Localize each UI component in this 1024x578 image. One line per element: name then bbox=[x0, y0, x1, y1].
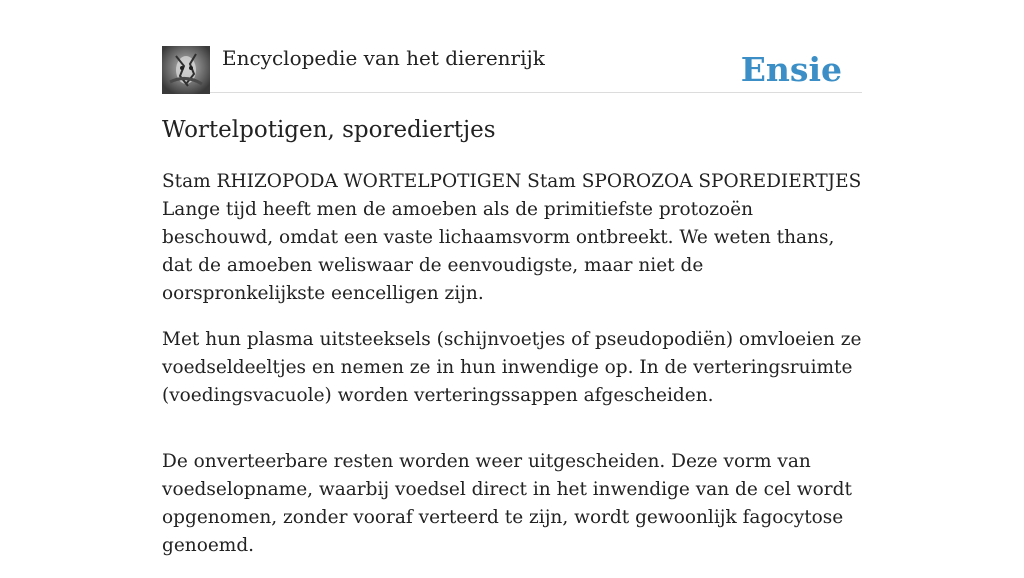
article-title: Wortelpotigen, sporediertjes bbox=[162, 117, 496, 143]
animal-photo-avatar-icon[interactable] bbox=[162, 46, 210, 94]
brand-logo[interactable]: Ensie bbox=[740, 50, 842, 89]
paragraph: Met hun plasma uitsteeksels (schijnvoetjes of pseudopodiën) omvloeien ze voedseldeeltjes en nemen ze in hun inwendige op. In de verteringsruimte (voedingsvacuole) worden verteringssappen afgescheiden. bbox=[162, 329, 862, 406]
paragraph: Stam RHIZOPODA WORTELPOTIGEN Stam SPOROZOA SPOREDIERTJES Lange tijd heeft men de amoeben als de primitiefste protozoën beschouwd, omdat een vaste lichaamsvorm ontbreekt. We weten thans, dat de amoeben weliswaar de eenvoudigste, maar niet de oorspronkelijkste eencelligen zijn. bbox=[162, 171, 862, 304]
article-header bbox=[162, 46, 862, 93]
article-body bbox=[162, 168, 862, 578]
article-card bbox=[162, 0, 862, 556]
source-title[interactable]: Encyclopedie van het dierenrijk bbox=[222, 46, 545, 70]
paragraph: De onverteerbare resten worden weer uitgescheiden. Deze vorm van voedselopname, waarbij voedsel direct in het inwendige van de cel wordt opgenomen, zonder vooraf verteerd te zijn, wordt gewoonlijk fagocytose genoemd. bbox=[162, 451, 852, 556]
